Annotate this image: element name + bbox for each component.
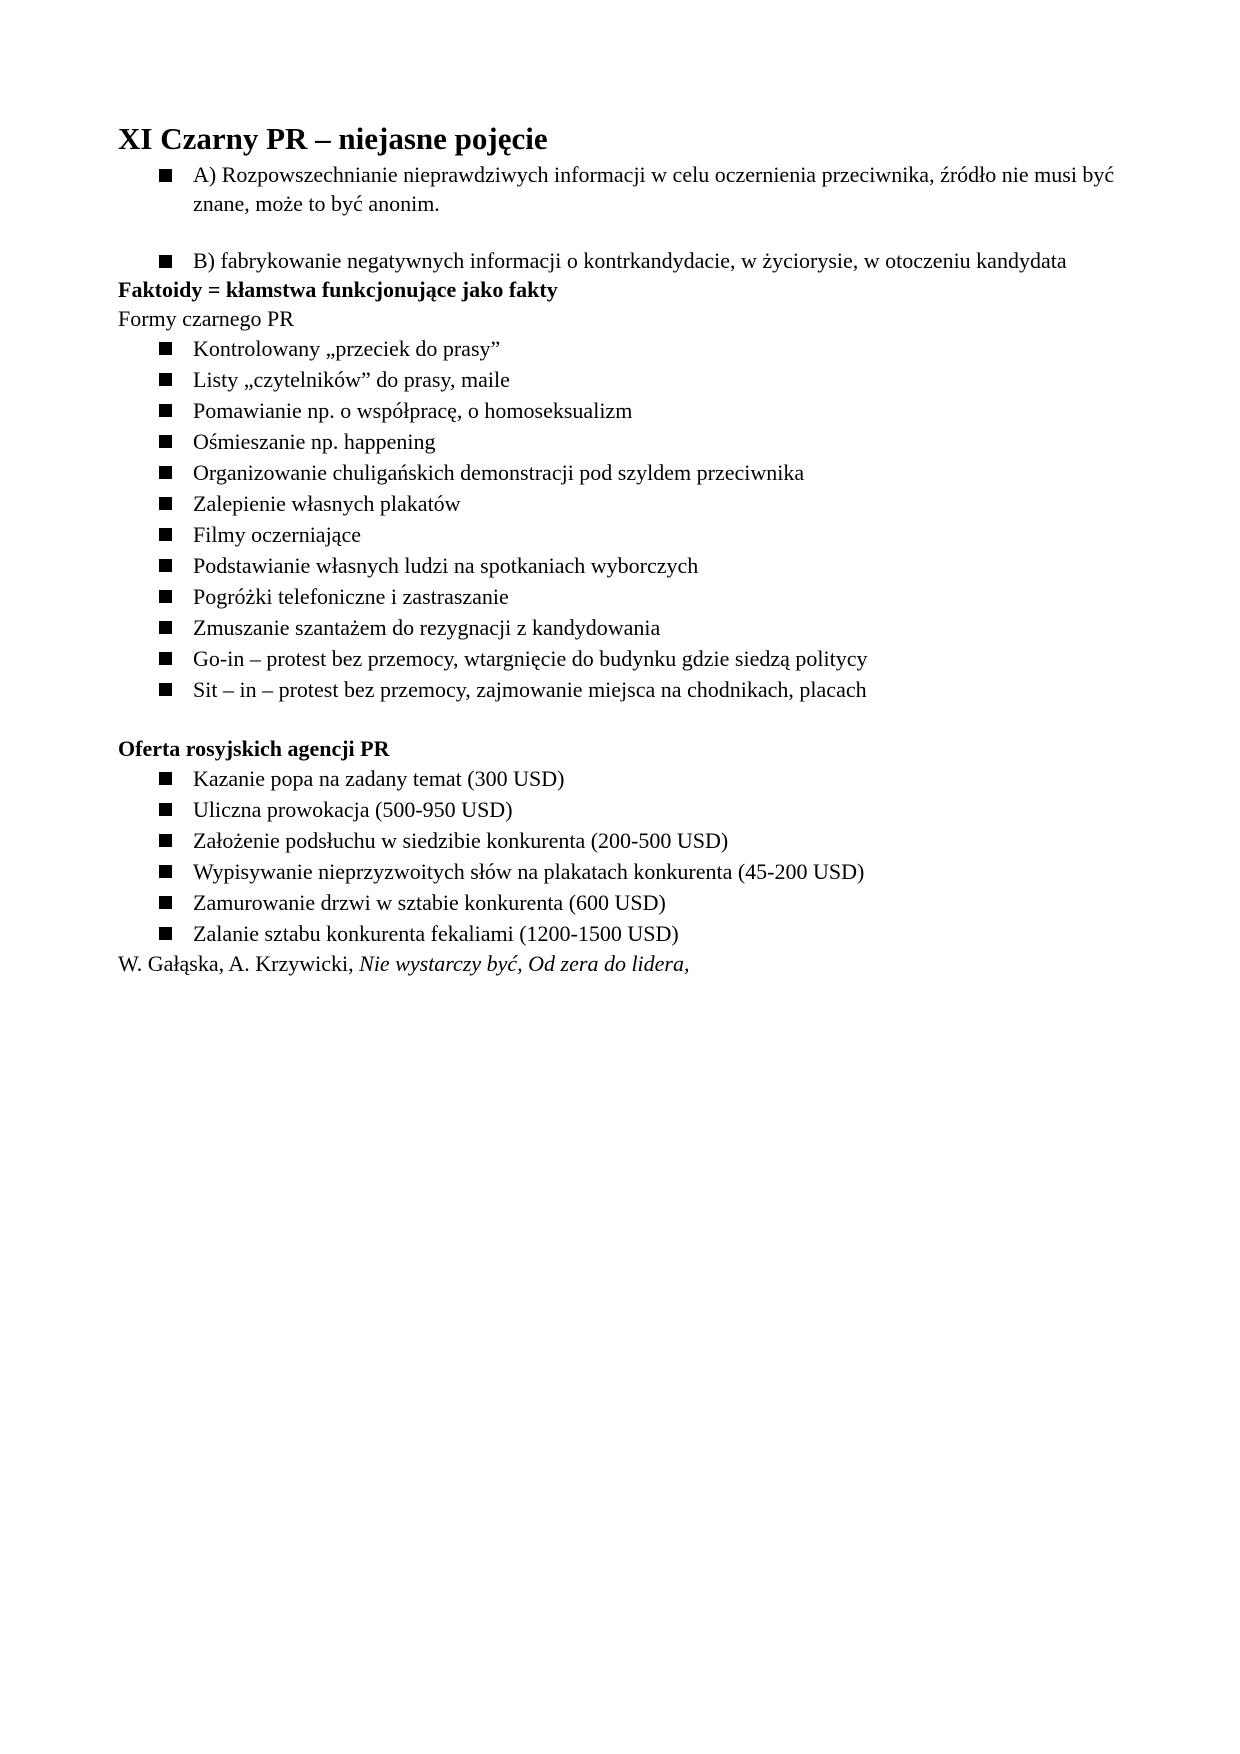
list-item: [118, 825, 1128, 856]
forms-list: [118, 333, 1128, 705]
factoids-definition: Faktoidy = kłamstwa funkcjonujące jako fakty: [118, 277, 558, 302]
offer-list: [118, 763, 1128, 949]
source-citation: [118, 949, 1128, 978]
list-item: [118, 457, 1128, 488]
list-item: [118, 763, 1128, 794]
square-bullet-icon: [159, 927, 172, 940]
list-item: [118, 856, 1128, 887]
square-bullet-icon: [159, 683, 172, 696]
list-item: [118, 643, 1128, 674]
list-item-text: Kontrolowany „przeciek do prasy”: [193, 336, 501, 361]
list-item: [118, 426, 1128, 457]
square-bullet-icon: [159, 772, 172, 785]
square-bullet-icon: [159, 559, 172, 572]
square-bullet-icon: [159, 373, 172, 386]
citation-title: Od zera do lidera: [528, 951, 684, 976]
citation-trailing: ,: [684, 951, 690, 976]
list-item: [118, 246, 1128, 275]
list-item-text: Założenie podsłuchu w siedzibie konkurenta (200-500 USD): [193, 828, 729, 853]
list-item-text: B) fabrykowanie negatywnych informacji o kontrkandydacie, w życiorysie, w otoczeniu kandydata: [193, 248, 1067, 273]
document-page: [118, 118, 1128, 978]
list-item: [118, 364, 1128, 395]
blank-line: [118, 218, 1128, 246]
citation-separator: ,: [517, 951, 529, 976]
list-item: [118, 519, 1128, 550]
list-item-text: Zmuszanie szantażem do rezygnacji z kandydowania: [193, 615, 661, 640]
list-item: [118, 581, 1128, 612]
list-item: [118, 918, 1128, 949]
list-item: [118, 674, 1128, 705]
list-item: [118, 333, 1128, 364]
list-item-text: Pomawianie np. o współpracę, o homoseksualizm: [193, 398, 633, 423]
list-item-text: Zalepienie własnych plakatów: [193, 491, 461, 516]
list-item: [118, 488, 1128, 519]
square-bullet-icon: [159, 342, 172, 355]
list-item-text: Uliczna prowokacja (500-950 USD): [193, 797, 513, 822]
list-item: [118, 794, 1128, 825]
square-bullet-icon: [159, 435, 172, 448]
list-item-text: Ośmieszanie np. happening: [193, 429, 436, 454]
square-bullet-icon: [159, 621, 172, 634]
list-item-text: Zalanie sztabu konkurenta fekaliami (1200-1500 USD): [193, 921, 679, 946]
square-bullet-icon: [159, 834, 172, 847]
list-item-text: Pogróżki telefoniczne i zastraszanie: [193, 584, 509, 609]
square-bullet-icon: [159, 896, 172, 909]
citation-title: Nie wystarczy być: [359, 951, 518, 976]
offer-heading: Oferta rosyjskich agencji PR: [118, 736, 390, 761]
list-item-text: Organizowanie chuligańskich demonstracji pod szyldem przeciwnika: [193, 460, 805, 485]
list-item: [118, 550, 1128, 581]
square-bullet-icon: [159, 652, 172, 665]
intro-list: [118, 160, 1128, 275]
list-item: [118, 395, 1128, 426]
list-item-text: Zamurowanie drzwi w sztabie konkurenta (600 USD): [193, 890, 666, 915]
list-item-text: Sit – in – protest bez przemocy, zajmowanie miejsca na chodnikach, placach: [193, 677, 867, 702]
square-bullet-icon: [159, 865, 172, 878]
list-item-text: Wypisywanie nieprzyzwoitych słów na plakatach konkurenta (45-200 USD): [193, 859, 865, 884]
citation-authors: W. Gałąska, A. Krzywicki,: [118, 951, 360, 976]
list-item-text: Podstawianie własnych ludzi na spotkaniach wyborczych: [193, 553, 699, 578]
square-bullet-icon: [159, 590, 172, 603]
page-title: XI Czarny PR – niejasne pojęcie: [118, 121, 548, 156]
list-item: [118, 160, 1128, 218]
list-item-text: Listy „czytelników” do prasy, maile: [193, 367, 510, 392]
square-bullet-icon: [159, 497, 172, 510]
square-bullet-icon: [159, 255, 172, 268]
square-bullet-icon: [159, 169, 172, 182]
square-bullet-icon: [159, 466, 172, 479]
list-item-text: A) Rozpowszechnianie nieprawdziwych informacji w celu oczernienia przeciwnika, źródło nie musi być znane, może to być anonim.: [193, 162, 1115, 216]
list-item-text: Filmy oczerniające: [193, 522, 361, 547]
square-bullet-icon: [159, 803, 172, 816]
list-item: [118, 612, 1128, 643]
forms-heading: Formy czarnego PR: [118, 306, 294, 331]
list-item-text: Kazanie popa na zadany temat (300 USD): [193, 766, 565, 791]
list-item-text: Go-in – protest bez przemocy, wtargnięcie do budynku gdzie siedzą politycy: [193, 646, 868, 671]
square-bullet-icon: [159, 404, 172, 417]
blank-line: [118, 705, 1128, 734]
list-item: [118, 887, 1128, 918]
square-bullet-icon: [159, 528, 172, 541]
